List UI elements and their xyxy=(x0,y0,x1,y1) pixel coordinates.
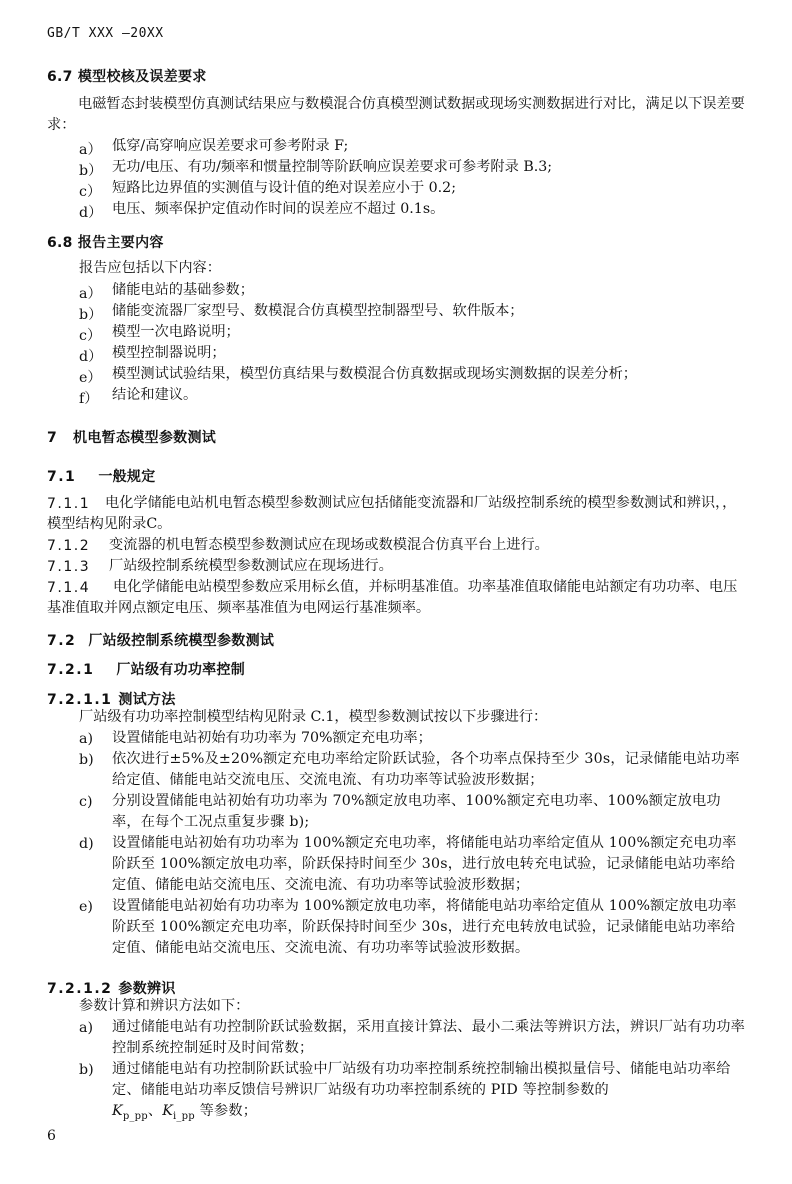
list-item: 分别设置储能电站初始有功功率为 70%额定放电功率、100%额定充电功率、100%额定放电功率，在每个工况点重复步骤 b); xyxy=(112,793,721,830)
section-title: 一般规定 xyxy=(98,469,156,485)
symbol-k: K xyxy=(112,1103,123,1119)
list-label: e） xyxy=(79,370,102,386)
page-number: 6 xyxy=(47,1128,56,1144)
section-7-1-heading xyxy=(47,466,156,486)
list-label: d） xyxy=(79,205,103,221)
symbol-k: K xyxy=(162,1103,174,1119)
clause-text: 变流器的机电暂态模型参数测试应在现场或数模混合仿真平台上进行。 xyxy=(109,537,549,553)
list-item: 短路比边界值的实测值与设计值的绝对误差应小于 0.2; xyxy=(112,180,456,196)
list-item xyxy=(112,1059,746,1127)
clause-number: 7.1.4 xyxy=(47,580,91,596)
list-item: 模型控制器说明； xyxy=(112,345,226,361)
section-title: 参数辨识 xyxy=(118,981,176,997)
list-item: 设置储能电站初始有功功率为 70%额定充电功率； xyxy=(112,730,432,746)
list-label: a) xyxy=(79,1020,93,1036)
list-item-text: 通过储能电站有功控制阶跃试验中厂站级有功功率控制系统控制输出模拟量信号、储能电站功率给定、储能电站功率反馈信号辨识厂站级有功功率控制系统的 PID 等控制参数的 xyxy=(112,1061,731,1098)
section-number: 7.2.1.2 xyxy=(47,981,113,997)
section-number: 7.2 xyxy=(47,633,77,649)
clause-text: 电化学储能电站模型参数应采用标幺值，并标明基准值。功率基准值取储能电站额定有功功率、电压基准值取并网点额定电压、频率基准值为电网运行基准频率。 xyxy=(47,579,738,616)
list-item: 无功/电压、有功/频率和惯量控制等阶跃响应误差要求可参考附录 B.3; xyxy=(112,159,553,175)
list-item: 模型一次电路说明； xyxy=(112,324,240,340)
list-label: d) xyxy=(79,836,94,852)
clause-text: 电化学储能电站机电暂态模型参数测试应包括储能变流器和厂站级控制系统的模型参数测试和辨识，，模型结构见附录C。 xyxy=(47,495,737,532)
list-label: f） xyxy=(79,391,99,407)
section-title: 测试方法 xyxy=(118,692,176,708)
clause-number: 7.1.3 xyxy=(47,559,91,575)
list-label: d） xyxy=(79,349,103,365)
list-label: b) xyxy=(79,752,94,768)
list-item: 电压、频率保护定值动作时间的误差应不超过 0.1s。 xyxy=(112,201,445,217)
list-label: a） xyxy=(79,286,102,302)
list-label: a) xyxy=(79,731,93,747)
list-label: c） xyxy=(79,184,102,200)
document-id-header: GB/T XXX —20XX xyxy=(47,26,164,41)
chapter-title: 机电暂态模型参数测试 xyxy=(73,430,217,446)
list-item: 设置储能电站初始有功功率为 100%额定放电功率，将储能电站功率给定值从 100%额定放电功率阶跃至 100%额定充电功率，阶跃保持时间至少 30s，进行充电转放电试验，记录储能电站功率给定值、储能电站交流电压、交流电流、有功功率等试验波形数据。 xyxy=(112,898,737,956)
list-item: 低穿/高穿响应误差要求可参考附录 F; xyxy=(112,138,349,154)
section-title: 厂站级有功功率控制 xyxy=(116,662,246,678)
section-6-7-heading: 6.7 模型校核及误差要求 xyxy=(47,69,207,85)
section-7-2-1-1-heading xyxy=(47,689,176,709)
section-title: 厂站级控制系统模型参数测试 xyxy=(88,633,275,649)
list-item: 依次进行±5%及±20%额定充电功率给定阶跃试验，各个功率点保持至少 30s，记录储能电站功率给定值、储能电站交流电压、交流电流、有功功率等试验波形数据； xyxy=(112,751,740,788)
section-6-8-intro: 报告应包括以下内容： xyxy=(79,260,221,276)
clause-text: 厂站级控制系统模型参数测试应在现场进行。 xyxy=(109,558,393,574)
list-label: b) xyxy=(79,1062,94,1078)
section-6-7-intro: 电磁暂态封装模型仿真测试结果应与数模混合仿真模型测试数据或现场实测数据进行对比，满足以下误差要求： xyxy=(47,96,745,133)
section-7-2-1-2-heading xyxy=(47,978,176,998)
section-7-2-heading xyxy=(47,630,274,650)
subscript: i_pp xyxy=(173,1110,195,1122)
subscript: p_pp xyxy=(122,1110,148,1122)
list-label: b） xyxy=(79,163,103,179)
chapter-7-heading xyxy=(47,427,216,447)
section-number: 7.1 xyxy=(47,469,77,485)
list-item: 模型测试试验结果，模型仿真结果与数模混合仿真数据或现场实测数据的误差分析； xyxy=(112,366,637,382)
list-item: 储能变流器厂家型号、数模混合仿真模型控制器型号、软件版本； xyxy=(112,303,524,319)
section-number: 7.2.1.1 xyxy=(47,692,113,708)
list-label: e) xyxy=(79,899,93,915)
section-7-2-1-heading xyxy=(47,659,245,679)
section-6-8-heading: 6.8 报告主要内容 xyxy=(47,235,164,251)
separator: 、 xyxy=(147,1103,163,1119)
section-7-2-1-2-intro: 参数计算和辨识方法如下： xyxy=(79,998,250,1014)
list-item: 结论和建议。 xyxy=(112,387,198,403)
list-item: 通过储能电站有功控制阶跃试验数据，采用直接计算法、最小二乘法等辨识方法，辨识厂站有功功率控制系统控制延时及时间常数； xyxy=(112,1019,746,1056)
clause-number: 7.1.1 xyxy=(47,496,91,512)
list-label: a） xyxy=(79,142,102,158)
list-label: c) xyxy=(79,794,93,810)
section-7-2-1-1-intro: 厂站级有功功率控制模型结构见附录 C.1，模型参数测试按以下步骤进行： xyxy=(79,709,548,725)
list-label: c） xyxy=(79,328,102,344)
clause-number: 7.1.2 xyxy=(47,538,91,554)
section-number: 7.2.1 xyxy=(47,662,95,678)
list-item: 储能电站的基础参数； xyxy=(112,282,254,298)
list-label: b） xyxy=(79,307,103,323)
list-item-tail: 等参数； xyxy=(199,1103,258,1119)
list-item: 设置储能电站初始有功功率为 100%额定充电功率，将储能电站功率给定值从 100%额定充电功率阶跃至 100%额定放电功率，阶跃保持时间至少 30s，进行放电转充电试验，记录储能电站功率给定值、储能电站交流电压、交流电流、有功功率等试验波形数据； xyxy=(112,835,737,893)
chapter-number: 7 xyxy=(47,430,58,446)
